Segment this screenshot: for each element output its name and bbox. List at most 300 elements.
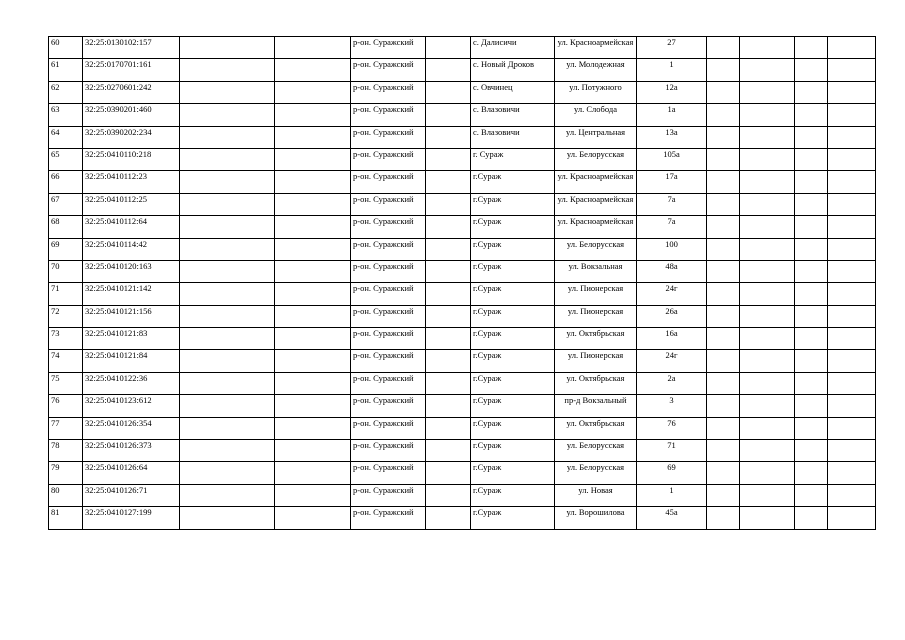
- locality-cell: г.Сураж: [471, 283, 555, 305]
- street-cell: ул. Молодежная: [555, 59, 637, 81]
- cadastral-number-cell: 32:25:0270601:242: [83, 81, 180, 103]
- row-number-cell: 63: [49, 104, 83, 126]
- locality-cell: с. Новый Дроков: [471, 59, 555, 81]
- street-cell: ул. Пионерская: [555, 305, 637, 327]
- house-number-cell: 17а: [637, 171, 707, 193]
- street-cell: ул. Белорусская: [555, 462, 637, 484]
- empty-cell: [275, 171, 351, 193]
- empty-cell: [795, 440, 828, 462]
- row-number-cell: 80: [49, 484, 83, 506]
- empty-cell: [275, 37, 351, 59]
- empty-cell: [707, 104, 740, 126]
- empty-cell: [426, 372, 471, 394]
- district-cell: р-он. Суражский: [351, 171, 426, 193]
- empty-cell: [707, 283, 740, 305]
- empty-cell: [707, 148, 740, 170]
- district-cell: р-он. Суражский: [351, 484, 426, 506]
- district-cell: р-он. Суражский: [351, 193, 426, 215]
- land-plot-table: [48, 36, 876, 530]
- empty-cell: [426, 417, 471, 439]
- cadastral-number-cell: 32:25:0410122:36: [83, 372, 180, 394]
- table-body: [49, 37, 876, 530]
- empty-cell: [707, 171, 740, 193]
- street-cell: ул. Ворошилова: [555, 507, 637, 529]
- empty-cell: [180, 350, 275, 372]
- table-row: [49, 81, 876, 103]
- house-number-cell: 71: [637, 440, 707, 462]
- empty-cell: [275, 283, 351, 305]
- register-table-sheet: [48, 36, 876, 530]
- locality-cell: г.Сураж: [471, 462, 555, 484]
- cadastral-number-cell: 32:25:0410112:25: [83, 193, 180, 215]
- empty-cell: [795, 148, 828, 170]
- locality-cell: г.Сураж: [471, 484, 555, 506]
- house-number-cell: 69: [637, 462, 707, 484]
- empty-cell: [740, 462, 795, 484]
- locality-cell: с. Влазовичи: [471, 104, 555, 126]
- empty-cell: [180, 283, 275, 305]
- empty-cell: [707, 216, 740, 238]
- empty-cell: [828, 104, 876, 126]
- empty-cell: [707, 81, 740, 103]
- empty-cell: [707, 507, 740, 529]
- street-cell: ул. Красноармейская: [555, 37, 637, 59]
- empty-cell: [275, 484, 351, 506]
- empty-cell: [828, 440, 876, 462]
- table-row: [49, 372, 876, 394]
- empty-cell: [795, 484, 828, 506]
- locality-cell: г.Сураж: [471, 238, 555, 260]
- empty-cell: [828, 238, 876, 260]
- locality-cell: г.Сураж: [471, 328, 555, 350]
- row-number-cell: 62: [49, 81, 83, 103]
- empty-cell: [740, 193, 795, 215]
- cadastral-number-cell: 32:25:0410120:163: [83, 260, 180, 282]
- empty-cell: [426, 440, 471, 462]
- street-cell: ул. Красноармейская: [555, 171, 637, 193]
- locality-cell: г.Сураж: [471, 372, 555, 394]
- row-number-cell: 76: [49, 395, 83, 417]
- house-number-cell: 13а: [637, 126, 707, 148]
- district-cell: р-он. Суражский: [351, 126, 426, 148]
- row-number-cell: 64: [49, 126, 83, 148]
- district-cell: р-он. Суражский: [351, 37, 426, 59]
- empty-cell: [275, 440, 351, 462]
- empty-cell: [740, 126, 795, 148]
- district-cell: р-он. Суражский: [351, 81, 426, 103]
- cadastral-number-cell: 32:25:0410127:199: [83, 507, 180, 529]
- empty-cell: [275, 81, 351, 103]
- empty-cell: [707, 350, 740, 372]
- empty-cell: [707, 37, 740, 59]
- table-row: [49, 305, 876, 327]
- locality-cell: с. Далисичи: [471, 37, 555, 59]
- cadastral-number-cell: 32:25:0390202:234: [83, 126, 180, 148]
- cadastral-number-cell: 32:25:0410112:23: [83, 171, 180, 193]
- empty-cell: [828, 126, 876, 148]
- empty-cell: [180, 440, 275, 462]
- empty-cell: [795, 59, 828, 81]
- empty-cell: [828, 305, 876, 327]
- empty-cell: [795, 171, 828, 193]
- table-row: [49, 283, 876, 305]
- table-row: [49, 59, 876, 81]
- cadastral-number-cell: 32:25:0410110:218: [83, 148, 180, 170]
- empty-cell: [740, 305, 795, 327]
- row-number-cell: 71: [49, 283, 83, 305]
- district-cell: р-он. Суражский: [351, 440, 426, 462]
- locality-cell: с. Овчинец: [471, 81, 555, 103]
- empty-cell: [180, 104, 275, 126]
- empty-cell: [180, 193, 275, 215]
- district-cell: р-он. Суражский: [351, 328, 426, 350]
- house-number-cell: 1: [637, 484, 707, 506]
- empty-cell: [740, 372, 795, 394]
- empty-cell: [275, 417, 351, 439]
- row-number-cell: 67: [49, 193, 83, 215]
- row-number-cell: 75: [49, 372, 83, 394]
- empty-cell: [180, 417, 275, 439]
- table-row: [49, 37, 876, 59]
- house-number-cell: 16а: [637, 328, 707, 350]
- locality-cell: г. Сураж: [471, 148, 555, 170]
- empty-cell: [795, 260, 828, 282]
- district-cell: р-он. Суражский: [351, 462, 426, 484]
- empty-cell: [795, 238, 828, 260]
- cadastral-number-cell: 32:25:0410121:142: [83, 283, 180, 305]
- cadastral-number-cell: 32:25:0410126:373: [83, 440, 180, 462]
- empty-cell: [828, 59, 876, 81]
- empty-cell: [795, 104, 828, 126]
- empty-cell: [426, 148, 471, 170]
- street-cell: ул. Центральная: [555, 126, 637, 148]
- empty-cell: [707, 417, 740, 439]
- district-cell: р-он. Суражский: [351, 372, 426, 394]
- street-cell: ул. Октябрьская: [555, 372, 637, 394]
- house-number-cell: 26а: [637, 305, 707, 327]
- empty-cell: [275, 216, 351, 238]
- table-row: [49, 126, 876, 148]
- empty-cell: [426, 216, 471, 238]
- cadastral-number-cell: 32:25:0410126:64: [83, 462, 180, 484]
- cadastral-number-cell: 32:25:0410121:156: [83, 305, 180, 327]
- row-number-cell: 65: [49, 148, 83, 170]
- empty-cell: [828, 350, 876, 372]
- empty-cell: [426, 81, 471, 103]
- empty-cell: [707, 59, 740, 81]
- empty-cell: [180, 372, 275, 394]
- cadastral-number-cell: 32:25:0410114:42: [83, 238, 180, 260]
- table-row: [49, 462, 876, 484]
- locality-cell: г.Сураж: [471, 305, 555, 327]
- house-number-cell: 48а: [637, 260, 707, 282]
- empty-cell: [740, 59, 795, 81]
- table-row: [49, 148, 876, 170]
- cadastral-number-cell: 32:25:0130102:157: [83, 37, 180, 59]
- house-number-cell: 2а: [637, 372, 707, 394]
- district-cell: р-он. Суражский: [351, 507, 426, 529]
- empty-cell: [426, 59, 471, 81]
- cadastral-number-cell: 32:25:0410123:612: [83, 395, 180, 417]
- locality-cell: г.Сураж: [471, 216, 555, 238]
- empty-cell: [426, 305, 471, 327]
- street-cell: ул. Слобода: [555, 104, 637, 126]
- locality-cell: с. Влазовичи: [471, 126, 555, 148]
- cadastral-number-cell: 32:25:0410126:354: [83, 417, 180, 439]
- table-row: [49, 484, 876, 506]
- empty-cell: [275, 507, 351, 529]
- empty-cell: [707, 238, 740, 260]
- empty-cell: [795, 417, 828, 439]
- row-number-cell: 72: [49, 305, 83, 327]
- empty-cell: [275, 305, 351, 327]
- empty-cell: [180, 171, 275, 193]
- district-cell: р-он. Суражский: [351, 395, 426, 417]
- table-row: [49, 171, 876, 193]
- district-cell: р-он. Суражский: [351, 238, 426, 260]
- empty-cell: [740, 440, 795, 462]
- empty-cell: [795, 81, 828, 103]
- empty-cell: [795, 372, 828, 394]
- cadastral-number-cell: 32:25:0410112:64: [83, 216, 180, 238]
- house-number-cell: 76: [637, 417, 707, 439]
- empty-cell: [180, 148, 275, 170]
- table-row: [49, 216, 876, 238]
- empty-cell: [740, 260, 795, 282]
- empty-cell: [740, 37, 795, 59]
- locality-cell: г.Сураж: [471, 260, 555, 282]
- district-cell: р-он. Суражский: [351, 283, 426, 305]
- street-cell: ул. Новая: [555, 484, 637, 506]
- table-row: [49, 395, 876, 417]
- empty-cell: [828, 417, 876, 439]
- house-number-cell: 1а: [637, 104, 707, 126]
- empty-cell: [795, 216, 828, 238]
- empty-cell: [180, 395, 275, 417]
- empty-cell: [426, 462, 471, 484]
- empty-cell: [828, 507, 876, 529]
- empty-cell: [707, 440, 740, 462]
- table-row: [49, 328, 876, 350]
- empty-cell: [426, 171, 471, 193]
- locality-cell: г.Сураж: [471, 395, 555, 417]
- empty-cell: [828, 328, 876, 350]
- locality-cell: г.Сураж: [471, 171, 555, 193]
- row-number-cell: 79: [49, 462, 83, 484]
- empty-cell: [426, 104, 471, 126]
- district-cell: р-он. Суражский: [351, 104, 426, 126]
- empty-cell: [707, 395, 740, 417]
- cadastral-number-cell: 32:25:0410121:84: [83, 350, 180, 372]
- empty-cell: [275, 59, 351, 81]
- street-cell: ул. Пионерская: [555, 350, 637, 372]
- empty-cell: [180, 216, 275, 238]
- empty-cell: [740, 104, 795, 126]
- table-row: [49, 260, 876, 282]
- empty-cell: [707, 462, 740, 484]
- empty-cell: [828, 484, 876, 506]
- district-cell: р-он. Суражский: [351, 59, 426, 81]
- empty-cell: [180, 462, 275, 484]
- empty-cell: [795, 507, 828, 529]
- house-number-cell: 24г: [637, 350, 707, 372]
- empty-cell: [740, 507, 795, 529]
- empty-cell: [828, 372, 876, 394]
- table-row: [49, 507, 876, 529]
- row-number-cell: 77: [49, 417, 83, 439]
- empty-cell: [275, 238, 351, 260]
- empty-cell: [740, 238, 795, 260]
- empty-cell: [426, 484, 471, 506]
- table-row: [49, 238, 876, 260]
- row-number-cell: 61: [49, 59, 83, 81]
- row-number-cell: 68: [49, 216, 83, 238]
- table-row: [49, 193, 876, 215]
- empty-cell: [275, 462, 351, 484]
- row-number-cell: 74: [49, 350, 83, 372]
- empty-cell: [707, 193, 740, 215]
- house-number-cell: 105а: [637, 148, 707, 170]
- empty-cell: [426, 260, 471, 282]
- empty-cell: [180, 328, 275, 350]
- cadastral-number-cell: 32:25:0170701:161: [83, 59, 180, 81]
- empty-cell: [828, 37, 876, 59]
- empty-cell: [795, 462, 828, 484]
- empty-cell: [795, 350, 828, 372]
- locality-cell: г.Сураж: [471, 417, 555, 439]
- empty-cell: [707, 372, 740, 394]
- empty-cell: [180, 37, 275, 59]
- empty-cell: [180, 238, 275, 260]
- empty-cell: [740, 484, 795, 506]
- house-number-cell: 3: [637, 395, 707, 417]
- district-cell: р-он. Суражский: [351, 216, 426, 238]
- cadastral-number-cell: 32:25:0410126:71: [83, 484, 180, 506]
- street-cell: ул. Пионерская: [555, 283, 637, 305]
- empty-cell: [740, 395, 795, 417]
- row-number-cell: 69: [49, 238, 83, 260]
- house-number-cell: 27: [637, 37, 707, 59]
- house-number-cell: 100: [637, 238, 707, 260]
- empty-cell: [275, 328, 351, 350]
- locality-cell: г.Сураж: [471, 440, 555, 462]
- street-cell: пр-д Вокзальный: [555, 395, 637, 417]
- empty-cell: [740, 328, 795, 350]
- empty-cell: [180, 59, 275, 81]
- empty-cell: [828, 81, 876, 103]
- district-cell: р-он. Суражский: [351, 148, 426, 170]
- district-cell: р-он. Суражский: [351, 260, 426, 282]
- house-number-cell: 24г: [637, 283, 707, 305]
- empty-cell: [828, 216, 876, 238]
- empty-cell: [180, 484, 275, 506]
- street-cell: ул. Потужного: [555, 81, 637, 103]
- empty-cell: [828, 395, 876, 417]
- empty-cell: [740, 171, 795, 193]
- empty-cell: [426, 283, 471, 305]
- empty-cell: [795, 193, 828, 215]
- empty-cell: [740, 81, 795, 103]
- district-cell: р-он. Суражский: [351, 350, 426, 372]
- row-number-cell: 66: [49, 171, 83, 193]
- empty-cell: [275, 350, 351, 372]
- empty-cell: [707, 260, 740, 282]
- empty-cell: [795, 283, 828, 305]
- district-cell: р-он. Суражский: [351, 417, 426, 439]
- locality-cell: г.Сураж: [471, 507, 555, 529]
- street-cell: ул. Белорусская: [555, 440, 637, 462]
- empty-cell: [275, 126, 351, 148]
- empty-cell: [828, 171, 876, 193]
- empty-cell: [180, 507, 275, 529]
- locality-cell: г.Сураж: [471, 350, 555, 372]
- cadastral-number-cell: 32:25:0410121:83: [83, 328, 180, 350]
- empty-cell: [180, 260, 275, 282]
- empty-cell: [795, 305, 828, 327]
- empty-cell: [795, 328, 828, 350]
- empty-cell: [707, 328, 740, 350]
- empty-cell: [707, 126, 740, 148]
- empty-cell: [275, 193, 351, 215]
- row-number-cell: 78: [49, 440, 83, 462]
- empty-cell: [426, 238, 471, 260]
- empty-cell: [828, 462, 876, 484]
- empty-cell: [795, 395, 828, 417]
- empty-cell: [275, 372, 351, 394]
- row-number-cell: 70: [49, 260, 83, 282]
- empty-cell: [828, 148, 876, 170]
- table-row: [49, 104, 876, 126]
- empty-cell: [795, 37, 828, 59]
- empty-cell: [828, 283, 876, 305]
- locality-cell: г.Сураж: [471, 193, 555, 215]
- house-number-cell: 12а: [637, 81, 707, 103]
- empty-cell: [740, 148, 795, 170]
- street-cell: ул. Вокзальная: [555, 260, 637, 282]
- empty-cell: [426, 507, 471, 529]
- street-cell: ул. Красноармейская: [555, 216, 637, 238]
- empty-cell: [275, 104, 351, 126]
- empty-cell: [828, 260, 876, 282]
- street-cell: ул. Октябрьская: [555, 328, 637, 350]
- empty-cell: [740, 283, 795, 305]
- empty-cell: [740, 350, 795, 372]
- empty-cell: [275, 395, 351, 417]
- empty-cell: [426, 126, 471, 148]
- empty-cell: [426, 395, 471, 417]
- empty-cell: [275, 148, 351, 170]
- house-number-cell: 1: [637, 59, 707, 81]
- empty-cell: [707, 305, 740, 327]
- cadastral-number-cell: 32:25:0390201:460: [83, 104, 180, 126]
- empty-cell: [740, 216, 795, 238]
- empty-cell: [426, 37, 471, 59]
- empty-cell: [275, 260, 351, 282]
- house-number-cell: 7а: [637, 193, 707, 215]
- row-number-cell: 81: [49, 507, 83, 529]
- empty-cell: [180, 126, 275, 148]
- empty-cell: [180, 305, 275, 327]
- empty-cell: [740, 417, 795, 439]
- row-number-cell: 60: [49, 37, 83, 59]
- table-row: [49, 417, 876, 439]
- empty-cell: [707, 484, 740, 506]
- street-cell: ул. Белорусская: [555, 148, 637, 170]
- empty-cell: [426, 328, 471, 350]
- table-row: [49, 440, 876, 462]
- house-number-cell: 45а: [637, 507, 707, 529]
- table-row: [49, 350, 876, 372]
